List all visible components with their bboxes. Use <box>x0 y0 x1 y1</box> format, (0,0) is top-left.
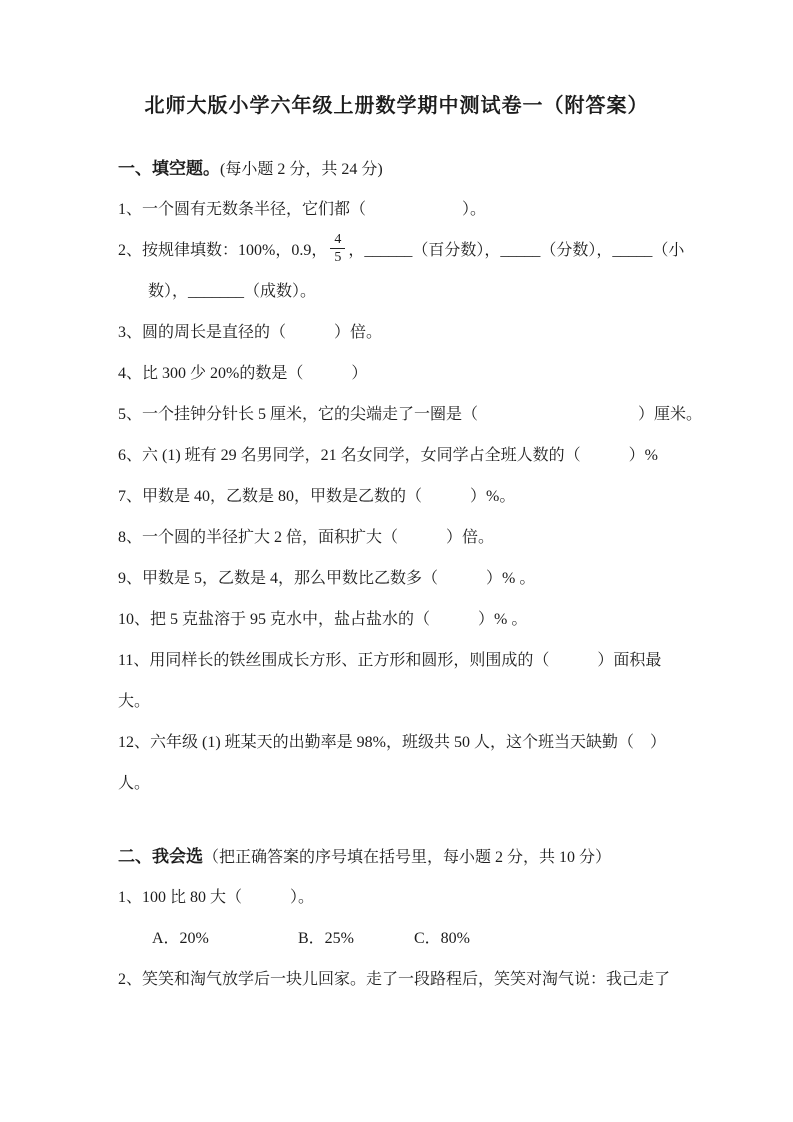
question-6: 6、六 (1) 班有 29 名男同学，21 名女同学，女同学占全班人数的（ ）% <box>118 447 658 464</box>
question-4: 4、比 300 少 20%的数是（ ） <box>118 365 368 382</box>
question-5: 5、一个挂钟分针长 5 厘米，它的尖端走了一圈是（ ）厘米。 <box>118 406 703 423</box>
section2-question-2: 2、笑笑和淘气放学后一块儿回家。走了一段路程后，笑笑对淘气说：我己走了 <box>118 971 671 988</box>
fraction-numerator: 4 <box>334 231 342 247</box>
option-c: C．80% <box>414 930 471 947</box>
question-12-line2: 人。 <box>118 775 151 792</box>
question-12-line1: 12、六年级 (1) 班某天的出勤率是 98%，班级共 50 人，这个班当天缺勤（ ） <box>118 734 666 751</box>
question-7: 7、甲数是 40，乙数是 80，甲数是乙数的（ ）%。 <box>118 488 516 505</box>
page-title: 北师大版小学六年级上册数学期中测试卷一（附答案） <box>144 95 649 117</box>
question-2-line1 <box>118 230 684 271</box>
question-2-text-post: ，______（百分数），_____（分数），_____（小 <box>348 242 685 259</box>
question-11-line1: 11、用同样长的铁丝围成长方形、正方形和圆形，则围成的（ ）面积最 <box>118 652 662 669</box>
section2-q1-options <box>118 918 684 959</box>
paper-content <box>118 148 703 1000</box>
question-9: 9、甲数是 5，乙数是 4，那么甲数比乙数多（ ）% 。 <box>118 570 536 587</box>
section2-heading <box>118 836 684 877</box>
fraction-four-fifths <box>330 231 345 266</box>
option-a: A．20% <box>152 930 209 947</box>
section2-heading-note: （把正确答案的序号填在括号里，每小题 2 分，共 10 分） <box>203 849 612 866</box>
section2-question-1: 1、100 比 80 大（ ）。 <box>118 889 315 906</box>
question-8: 8、一个圆的半径扩大 2 倍，面积扩大（ ）倍。 <box>118 529 495 546</box>
section1-heading-title: 一、填空题。 <box>118 159 220 178</box>
question-11-line2: 大。 <box>118 693 151 710</box>
question-3: 3、圆的周长是直径的（ ）倍。 <box>118 324 383 341</box>
option-b: B．25% <box>298 930 355 947</box>
section2-heading-title: 二、我会选 <box>118 847 203 866</box>
question-1: 1、一个圆有无数条半径，它们都（ ）。 <box>118 201 487 218</box>
fraction-denominator: 5 <box>330 248 345 266</box>
section1-heading <box>118 148 684 189</box>
question-2-text-pre: 2、按规律填数：100%，0.9， <box>118 242 328 259</box>
question-2-line2: 数），_______（成数）。 <box>148 283 317 300</box>
section1-heading-note: (每小题 2 分，共 24 分) <box>220 161 383 178</box>
question-10: 10、把 5 克盐溶于 95 克水中，盐占盐水的（ ）% 。 <box>118 611 528 628</box>
